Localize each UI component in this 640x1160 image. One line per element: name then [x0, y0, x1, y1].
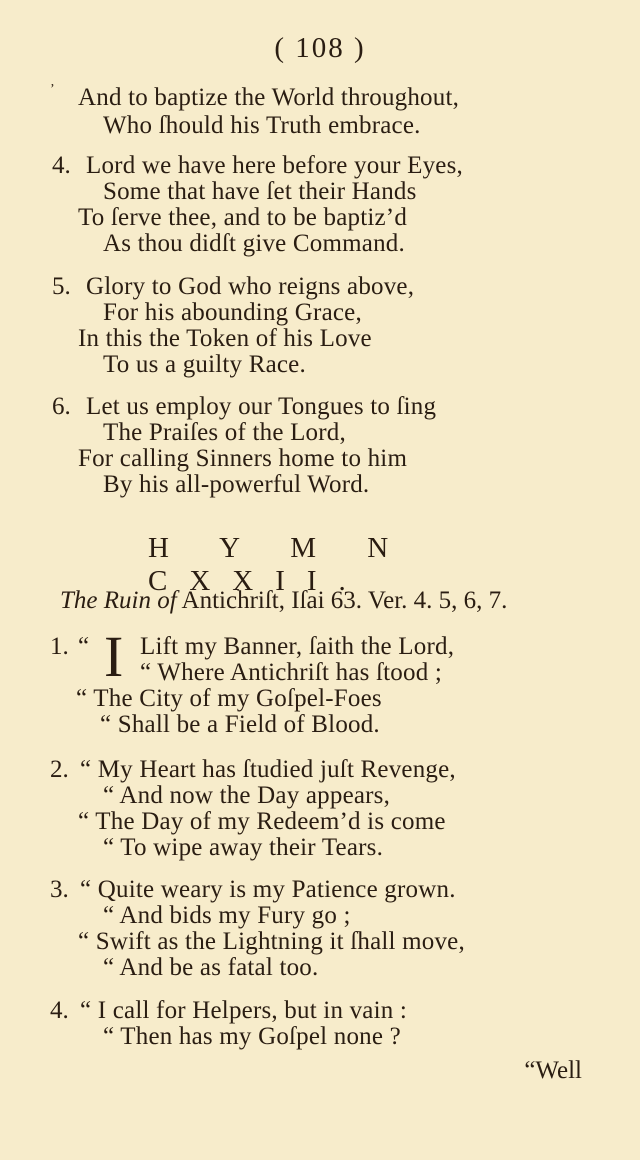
verse-number: 4.: [50, 997, 69, 1024]
quote-mark: “: [78, 633, 90, 660]
verse-line: Lift my Banner, ſaith the Lord,: [140, 633, 455, 660]
verse-line: For his abounding Grace,: [103, 299, 362, 326]
verse-line: “ The Day of my Redeem’d is come: [78, 808, 446, 835]
verse-line: “ Where Antichriſt has ſtood ;: [140, 659, 442, 686]
verse-line: “ To wipe away their Tears.: [103, 834, 384, 861]
verse-line: Some that have ſet their Hands: [103, 178, 417, 205]
verse-line: To us a guilty Race.: [103, 351, 306, 378]
catchword: “Well: [524, 1057, 582, 1084]
verse-line: To ſerve thee, and to be baptiz’d: [78, 204, 408, 231]
verse-line: “ Swift as the Lightning it ſhall move,: [78, 928, 465, 955]
verse-number: 2.: [50, 756, 69, 783]
hymn-title: H Y M N CXXII.: [148, 532, 411, 597]
verse-line: Glory to God who reigns above,: [86, 273, 415, 300]
verse-line: For calling Sinners home to him: [78, 445, 408, 472]
subtitle-reference: Antichriſt, Iſai 63. Ver. 4. 5, 6, 7.: [176, 587, 508, 614]
verse-line: “ Then has my Goſpel none ?: [103, 1023, 401, 1050]
verse-line: The Praiſes of the Lord,: [103, 419, 346, 446]
verse-line: By his all-powerful Word.: [103, 471, 370, 498]
verse-line: “ I call for Helpers, but in vain :: [80, 997, 408, 1024]
verse-number: 4.: [52, 152, 71, 179]
verse-number: 3.: [50, 876, 69, 903]
verse-line: Let us employ our Tongues to ſing: [86, 393, 437, 420]
verse-line: “ And be as fatal too.: [103, 954, 319, 981]
page-number: ( 108 ): [274, 32, 366, 64]
verse-line: Who ſhould his Truth embrace.: [103, 112, 421, 139]
verse-line: “ And bids my Fury go ;: [103, 902, 351, 929]
verse-line: “ Shall be a Field of Blood.: [100, 711, 380, 738]
verse-line: “ The City of my Goſpel-Foes: [76, 685, 382, 712]
drop-cap: I: [104, 624, 124, 689]
verse-line: Lord we have here before your Eyes,: [86, 152, 463, 179]
hymn-subtitle: [60, 587, 507, 615]
subtitle-italic: The Ruin of: [60, 587, 177, 614]
verse-line: As thou didſt give Command.: [103, 230, 405, 257]
verse-number: 5.: [52, 273, 71, 300]
verse-line: “ Quite weary is my Patience grown.: [80, 876, 456, 903]
verse-line: “ And now the Day appears,: [103, 782, 391, 809]
verse-number: 1.: [50, 633, 69, 660]
stray-mark: ’: [50, 82, 55, 97]
verse-line: “ My Heart has ſtudied juſt Revenge,: [80, 756, 456, 783]
verse-line: And to baptize the World throughout,: [78, 84, 460, 111]
verse-number: 6.: [52, 393, 71, 420]
verse-line: In this the Token of his Love: [78, 325, 372, 352]
